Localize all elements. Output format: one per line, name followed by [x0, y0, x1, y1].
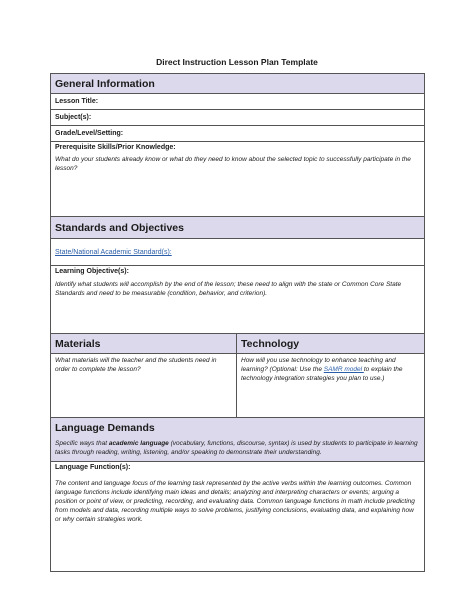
demands-text-b: (vocabulary, functions, discourse, syntax) is used by students to participate in learning tasks through reading, writing, listening, and/or speaking to demonstrate their understanding. [55, 440, 418, 456]
lesson-plan-table [50, 73, 425, 572]
lesson-title-field[interactable]: Lesson Title: [51, 94, 425, 110]
prereq-cell[interactable] [51, 142, 425, 217]
standard-cell[interactable] [51, 239, 425, 266]
academic-language-term: academic language [108, 440, 169, 447]
document-title: Direct Instruction Lesson Plan Template [156, 57, 318, 67]
grade-level-field[interactable]: Grade/Level/Setting: [51, 126, 425, 142]
prereq-instructions: What do your students already know or what do they need to know about the selected topic to successfully participate in the lesson? [55, 156, 411, 172]
language-functions-cell[interactable] [51, 462, 425, 572]
technology-heading: Technology [237, 334, 425, 354]
subjects-field[interactable]: Subject(s): [51, 110, 425, 126]
state-standard-link[interactable]: State/National Academic Standard(s): [55, 249, 172, 256]
objectives-label: Learning Objective(s): [55, 268, 129, 275]
language-functions-instructions: The content and language focus of the learning task represented by the active verbs within the learning outcomes. Common language functions include identifying main ideas and details; analyzing and interpreting characters or events; arguing a position or point of view, or predicting, recording, and evaluating data. Common language functions in math include predicting from models and data, recording multiple ways to solve problems, justifying conclusions, evaluating data, and explaining how or why certain strategies work. [55, 480, 415, 523]
materials-heading: Materials [51, 334, 237, 354]
standards-heading: Standards and Objectives [51, 217, 425, 239]
materials-cell[interactable] [51, 354, 237, 418]
language-demands-cell [51, 418, 425, 462]
language-demands-text [55, 439, 420, 457]
technology-instructions [241, 356, 420, 383]
language-demands-heading: Language Demands [55, 422, 155, 434]
technology-text-a: How will you use technology to enhance teaching and learning? (Optional: Use the [241, 357, 396, 373]
general-information-heading: General Information [51, 74, 425, 94]
demands-text-a: Specific ways that [55, 440, 109, 447]
objectives-cell[interactable] [51, 266, 425, 334]
technology-text-b: to explain the technology integration strategies you plan to use.) [241, 366, 403, 382]
language-functions-label: Language Function(s): [55, 464, 131, 471]
prereq-label: Prerequisite Skills/Prior Knowledge: [55, 144, 176, 151]
materials-instructions: What materials will the teacher and the students need in order to complete the lesson? [55, 357, 217, 373]
samr-model-link[interactable]: SAMR model [323, 366, 364, 373]
objectives-instructions: Identify what students will accomplish by the end of the lesson; these need to align with the state or Common Core State Standards and need to be measurable (condition, behavior, and criterion). [55, 281, 402, 297]
technology-cell[interactable] [237, 354, 425, 418]
